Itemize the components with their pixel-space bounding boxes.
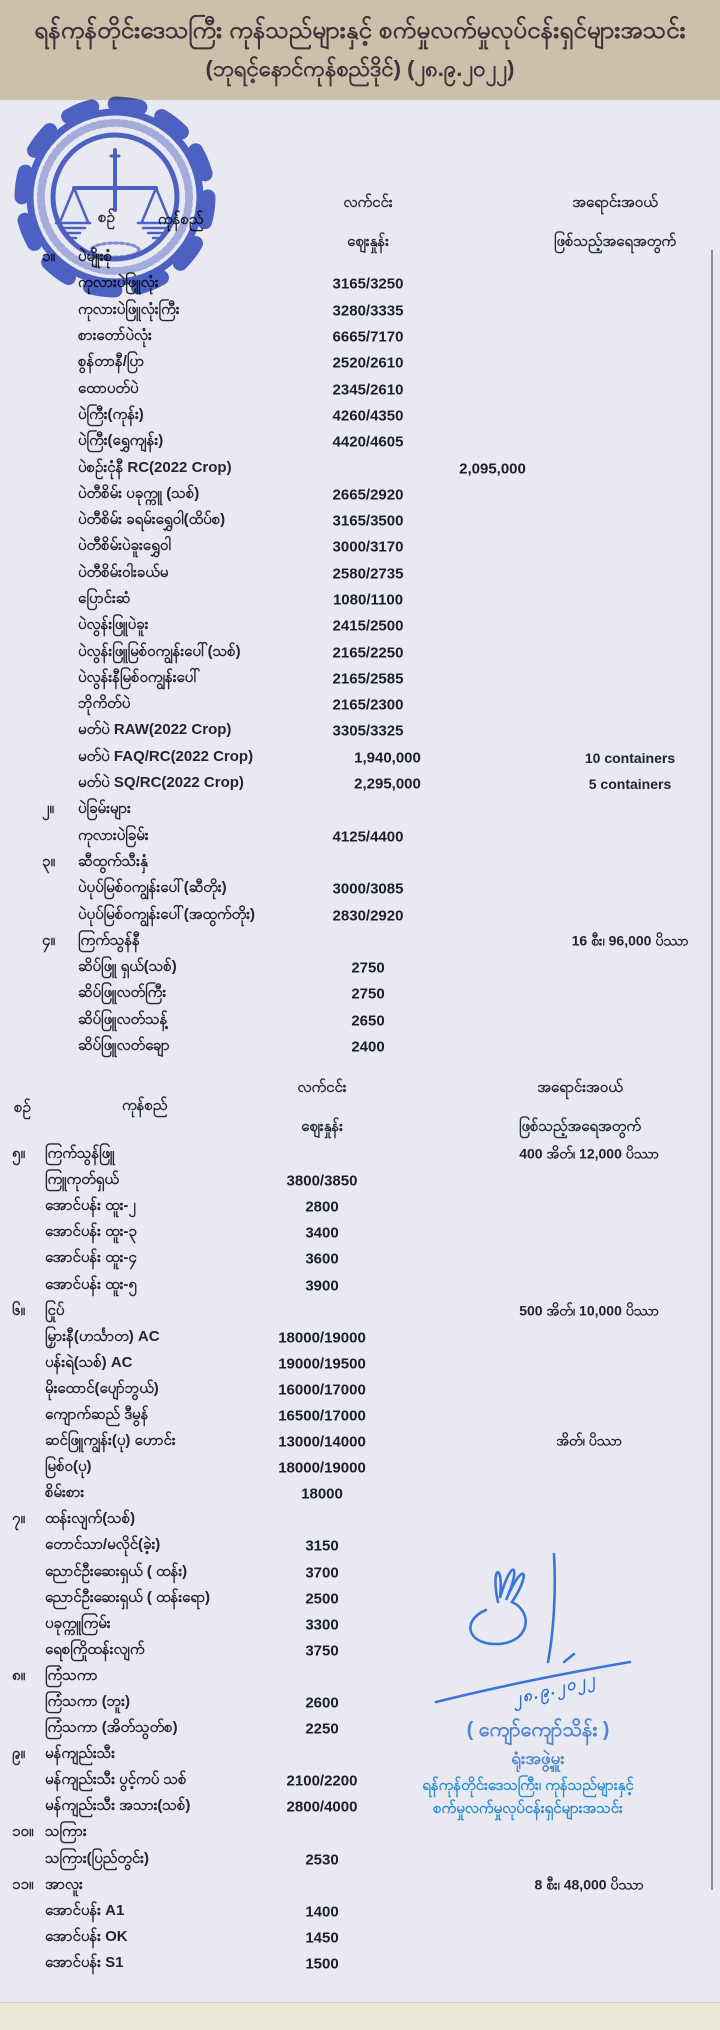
commodity-name: ထောပတ်ပဲ: [78, 379, 139, 397]
price-value: 18000/19000: [278, 1329, 366, 1347]
commodity-name: အောင်ပန်း ထူး-၄: [45, 1249, 137, 1267]
price-value: 2650: [351, 1012, 385, 1030]
lump-price-value: 2,095,000: [459, 460, 526, 478]
col-header-volume-line2-1: ဖြစ်သည့်အရေအတွက်: [553, 233, 677, 250]
section-row: [0, 1142, 720, 1168]
item-row: [0, 429, 720, 455]
price-value: 2750: [351, 959, 385, 977]
lump-price-value: 2,295,000: [354, 775, 421, 793]
item-row: [0, 981, 720, 1007]
item-row: [0, 1246, 720, 1272]
commodity-name: ပဲပုပ်မြစ်ဝကျွန်းပေါ်(ဆီတိုး): [78, 879, 227, 897]
section-row: [0, 1873, 720, 1899]
commodity-name: အောင်ပန်း S1: [45, 1953, 124, 1971]
commodity-name: ကြံသကာ: [45, 1666, 98, 1684]
row-number: ၅။: [12, 1145, 25, 1163]
item-row: [0, 955, 720, 981]
commodity-name: ကုလားပဲခြမ်း: [78, 826, 149, 844]
price-value: 16500/17000: [278, 1407, 366, 1425]
item-row: [0, 1455, 720, 1481]
commodity-name: ကြံသကာ (အိတ်သွတ်စ): [45, 1719, 178, 1737]
item-row: [0, 1899, 720, 1925]
col-header-price-line1-2: လက်ငင်း: [297, 1079, 347, 1096]
commodity-name: မန်ကျည်းသီး အသား(သစ်): [45, 1797, 191, 1815]
item-row: [0, 508, 720, 534]
section-row: [0, 797, 720, 823]
price-value: 2600: [305, 1694, 339, 1712]
commodity-name: မတ်ပဲ FAQ/RC(2022 Crop): [78, 747, 254, 765]
price-value: 3150: [305, 1537, 339, 1555]
commodity-name: ပဲကြီး(ကုန်း): [78, 405, 144, 423]
price-value: 4420/4605: [332, 433, 404, 451]
price-value: 18000/19000: [278, 1459, 366, 1477]
commodity-name: ဆိပ်ဖြူလတ်ချော: [78, 1037, 170, 1055]
commodity-name: ဆိပ်ဖြူ ရှယ်(သစ်): [78, 958, 177, 976]
price-value: 4125/4400: [332, 828, 404, 846]
commodity-name: ပဲလွန်းဖြူမြစ်ဝကျွန်းပေါ်(သစ်): [78, 642, 241, 660]
remark-value: အိတ်၊ ပိဿာ: [556, 1432, 622, 1449]
price-value: 3750: [305, 1642, 339, 1660]
item-row: [0, 482, 720, 508]
item-row: [0, 718, 720, 744]
price-value: 2415/2500: [332, 617, 404, 635]
price-value: 3300: [305, 1616, 339, 1634]
item-row: [0, 455, 720, 481]
commodity-name: စိမ်းစား: [45, 1484, 85, 1502]
signature-date-handwritten: ၂၈.၉.၂၀၂၂: [511, 1670, 599, 1709]
commodity-name: ဆိပ်ဖြူလတ်ကြီး: [78, 984, 167, 1002]
price-value: 4260/4350: [332, 407, 404, 425]
commodity-name: ပဲပုပ်မြစ်ဝကျွန်းပေါ်(အထွက်တိုး): [78, 905, 256, 923]
price-value: 1080/1100: [332, 591, 404, 609]
item-row: [0, 1168, 720, 1194]
commodity-name: အောင်ပန်း ထူး-၂: [45, 1197, 136, 1215]
commodity-name: ကုလားပဲဖြူလုံးကြီး: [78, 300, 180, 318]
commodity-name: မြှားနီ(ဟင်္သာတ) AC: [45, 1327, 160, 1345]
row-number: ၁၀။: [12, 1823, 34, 1841]
price-value: 3000/3170: [332, 538, 404, 556]
commodity-name: ကျောက်ဆည် ဒီမွန်: [45, 1405, 149, 1423]
item-row: [0, 1951, 720, 1977]
price-value: 2165/2250: [332, 644, 404, 662]
item-row: [0, 639, 720, 665]
item-row: [0, 1220, 720, 1246]
lump-price-value: 1,940,000: [354, 749, 421, 767]
commodity-name: ညောင်ဦးဆေးရှယ် ( ထန်း): [45, 1562, 188, 1580]
row-number: ၉။: [12, 1745, 25, 1763]
price-value: 19000/19500: [278, 1355, 366, 1373]
signer-name: ( ကျော်ကျော်သိန်း ): [466, 1719, 610, 1741]
col-header-commodity-1: ကုန်စည်: [158, 211, 204, 228]
remark-value: 500 အိတ်၊ 10,000 ပိဿာ: [519, 1302, 659, 1319]
item-row: [0, 1925, 720, 1951]
commodity-name: အောင်ပန်း ထူး-၃: [45, 1223, 137, 1241]
row-number: ၈။: [12, 1666, 26, 1684]
remark-value: 400 အိတ်၊ 12,000 ပိဿာ: [519, 1145, 659, 1162]
document-subtitle: (ဘုရင့်နောင်ကုန်စည်ဒိုင်) (၂၈.၉.၂၀၂၂): [205, 55, 515, 81]
remark-value: 8 စီး၊ 48,000 ပိဿာ: [534, 1876, 644, 1893]
commodity-name: ငြုပ်: [45, 1301, 65, 1319]
commodity-name: အောင်ပန်း A1: [45, 1901, 125, 1919]
price-value: 2250: [305, 1720, 339, 1738]
association-seal-stamp-icon: [6, 90, 224, 308]
col-header-volume-line1-1: အရောင်းအဝယ်: [572, 194, 658, 211]
commodity-name: ကုလားပဲဖြူလုံး: [78, 274, 159, 292]
commodity-name: ပဲတီစိမ်းပဲခူးရွှေဝါ: [78, 537, 171, 555]
commodity-name: မြစ်ဝ(ပု): [45, 1458, 92, 1476]
bottom-strip: [0, 2002, 720, 2030]
commodity-name: ပဲကြီး(ရွှေကျန်း): [78, 432, 164, 450]
item-row: [0, 771, 720, 797]
section-row: [0, 929, 720, 955]
commodity-name: အာလူး: [45, 1875, 83, 1893]
item-row: [0, 1034, 720, 1060]
price-value: 3800/3850: [286, 1172, 358, 1190]
item-row: [0, 613, 720, 639]
row-number: ၇။: [12, 1510, 25, 1528]
section-row: [0, 1507, 720, 1533]
section-row: [0, 1820, 720, 1846]
price-value: 2500: [305, 1590, 339, 1608]
price-value: 1450: [305, 1929, 339, 1947]
col-header-price-line2-2: ဈေးနှုန်း: [301, 1118, 343, 1135]
signer-org-line1: ရန်ကုန်တိုင်းဒေသကြီး၊ ကုန်သည်များနှင့်: [422, 1777, 634, 1794]
row-number: ၂။: [42, 800, 54, 818]
commodity-name: ဆိပ်ဖြူလတ်သန့်: [78, 1010, 168, 1028]
item-row: [0, 587, 720, 613]
price-value: 18000: [301, 1485, 343, 1503]
remark-value: 5 containers: [588, 776, 672, 793]
col-header-volume-line2-2: ဖြစ်သည့်အရေအတွက်: [518, 1118, 642, 1135]
commodity-name: ဆင်ဖြူကျွန်း(ပု) ဟောင်း: [45, 1432, 176, 1450]
commodity-name: ပဲလွန်းနီမြစ်ဝကျွန်းပေါ်: [78, 668, 200, 686]
commodity-name: မိုးထောင်(ပျော်ဘွယ်): [45, 1379, 159, 1397]
price-value: 16000/17000: [278, 1381, 366, 1399]
price-value: 2830/2920: [332, 907, 404, 925]
item-row: [0, 1194, 720, 1220]
item-row: [0, 1403, 720, 1429]
item-row: [0, 692, 720, 718]
item-row: [0, 1377, 720, 1403]
price-value: 2800: [305, 1198, 339, 1216]
item-row: [0, 1008, 720, 1034]
row-number: ၆။: [12, 1301, 25, 1319]
item-row: [0, 1481, 720, 1507]
commodity-name: ပန်းရဲ(သစ်) AC: [45, 1353, 133, 1371]
item-row: [0, 824, 720, 850]
price-value: 2400: [351, 1038, 385, 1056]
title-band: [0, 0, 720, 100]
commodity-name: စားတော်ပဲလုံး: [78, 327, 152, 345]
col-header-no-2: စဉ်: [14, 1099, 31, 1116]
item-row: [0, 876, 720, 902]
signer-org-line2: စက်မှုလက်မှုလုပ်ငန်းရှင်များအသင်း: [433, 1800, 623, 1817]
commodity-name: မန်ကျည်းသီး: [45, 1745, 116, 1763]
item-row: [0, 1429, 720, 1455]
item-row: [0, 902, 720, 928]
price-value: 3165/3500: [332, 512, 404, 530]
price-value: 3305/3325: [332, 722, 404, 740]
commodity-name: အောင်ပန်း ထူး-၅: [45, 1275, 137, 1293]
item-row: [0, 1325, 720, 1351]
commodity-name: တောင်သာ/မလိုင်(ခဲ့း): [45, 1536, 161, 1554]
commodity-name: ထန်းလျက်(သစ်): [45, 1510, 136, 1528]
commodity-name: ပဲစဉ်းငုံနီ RC(2022 Crop): [78, 458, 232, 476]
commodity-name: ပဲတီစိမ်း ပခုက္ကူ (သစ်): [78, 484, 200, 502]
signer-title: ရုံးအဖွဲ့မှူး: [511, 1749, 565, 1768]
commodity-name: ဆီထွက်သီးနှံ: [78, 852, 148, 870]
col-header-volume-line1-2: အရောင်းအဝယ်: [537, 1079, 623, 1096]
commodity-name: ရေစကြိုထန်းလျက်: [45, 1640, 145, 1658]
price-value: 3165/3250: [332, 275, 404, 293]
commodity-name: မန်ကျည်းသီး ပွင့်ကပ် သစ်: [45, 1771, 187, 1789]
price-value: 3900: [305, 1277, 339, 1295]
row-number: ၃။: [42, 852, 55, 870]
remark-value: 10 containers: [584, 749, 676, 766]
remark-value: 16 စီး၊ 96,000 ပိဿာ: [571, 932, 689, 949]
commodity-name: ကြံသကာ (ဘူး): [45, 1693, 130, 1711]
row-number: ၁၁။: [12, 1875, 34, 1893]
price-value: 3280/3335: [332, 302, 404, 320]
price-value: 2100/2200: [286, 1772, 358, 1790]
price-value: 2530: [305, 1851, 339, 1869]
commodity-name: ဘိုကိတ်ပဲ: [78, 695, 131, 713]
commodity-name: အောင်ပန်း OK: [45, 1927, 128, 1945]
commodity-name: ပဲလွန်းဖြူပဲခူး: [78, 616, 149, 634]
commodity-name: စွန်တာနီ/ပြာ: [78, 353, 145, 371]
price-value: 2750: [351, 985, 385, 1003]
commodity-name: ညောင်ဦးဆေးရှယ် ( ထန်းရော): [45, 1588, 211, 1606]
commodity-name: ကြက်သွန်နီ: [78, 931, 140, 949]
commodity-name: ပခုက္ကူကြမ်း: [45, 1614, 111, 1632]
price-value: 3600: [305, 1250, 339, 1268]
item-row: [0, 534, 720, 560]
col-header-no-1: စဉ်: [98, 209, 115, 226]
col-header-commodity-2: ကုန်စည်: [122, 1097, 168, 1114]
item-row: [0, 1272, 720, 1298]
price-value: 2520/2610: [332, 354, 404, 372]
commodity-name: ပဲခြမ်းများ: [78, 800, 131, 818]
col-header-price-line2-1: ဈေးနှုန်း: [347, 233, 389, 250]
price-value: 2800/4000: [286, 1798, 358, 1816]
item-row: [0, 350, 720, 376]
price-table-1: [0, 245, 720, 1060]
commodity-name: ပြောင်းဆံ: [78, 590, 131, 607]
price-value: 13000/14000: [278, 1433, 366, 1451]
commodity-name: ပဲတီစိမ်း ခရမ်းရွှေဝါ(ထိပ်စ): [78, 511, 226, 529]
row-number: ၄။: [42, 931, 55, 949]
price-value: 2580/2735: [332, 565, 404, 583]
document-title: ရန်ကုန်တိုင်းဒေသကြီး ကုန်သည်များနှင့် စက်မှုလက်မှုလုပ်ငန်းရှင်များအသင်း: [34, 16, 686, 44]
commodity-name: ပဲမျိုးစုံ: [78, 248, 112, 266]
price-value: 3000/3085: [332, 880, 404, 898]
commodity-name: ကြူကုတ်ရှယ်: [45, 1171, 119, 1189]
item-row: [0, 561, 720, 587]
item-row: [0, 376, 720, 402]
item-row: [0, 1351, 720, 1377]
price-value: 2665/2920: [332, 486, 404, 504]
price-value: 2165/2300: [332, 696, 404, 714]
price-value: 3700: [305, 1564, 339, 1582]
item-row: [0, 745, 720, 771]
commodity-name: ကြက်သွန်ဖြူ: [45, 1145, 115, 1163]
section-row: [0, 1299, 720, 1325]
item-row: [0, 403, 720, 429]
commodity-name: ပဲတီစိမ်းဝါးခယ်မ: [78, 563, 169, 581]
price-value: 2165/2585: [332, 670, 404, 688]
price-value: 6665/7170: [332, 328, 404, 346]
item-row: [0, 324, 720, 350]
commodity-name: သကြား: [45, 1823, 87, 1841]
row-number: ၁။: [42, 248, 55, 266]
price-value: 3400: [305, 1224, 339, 1242]
price-value: 2345/2610: [332, 381, 404, 399]
commodity-name: မတ်ပဲ SQ/RC(2022 Crop): [78, 774, 244, 792]
commodity-name: မတ်ပဲ RAW(2022 Crop): [78, 721, 232, 739]
section-row: [0, 850, 720, 876]
commodity-name: သကြား(ပြည်တွင်း): [45, 1849, 149, 1867]
price-value: 1500: [305, 1955, 339, 1973]
price-value: 1400: [305, 1903, 339, 1921]
col-header-price-line1-1: လက်ငင်း: [343, 194, 393, 211]
item-row: [0, 1847, 720, 1873]
item-row: [0, 666, 720, 692]
